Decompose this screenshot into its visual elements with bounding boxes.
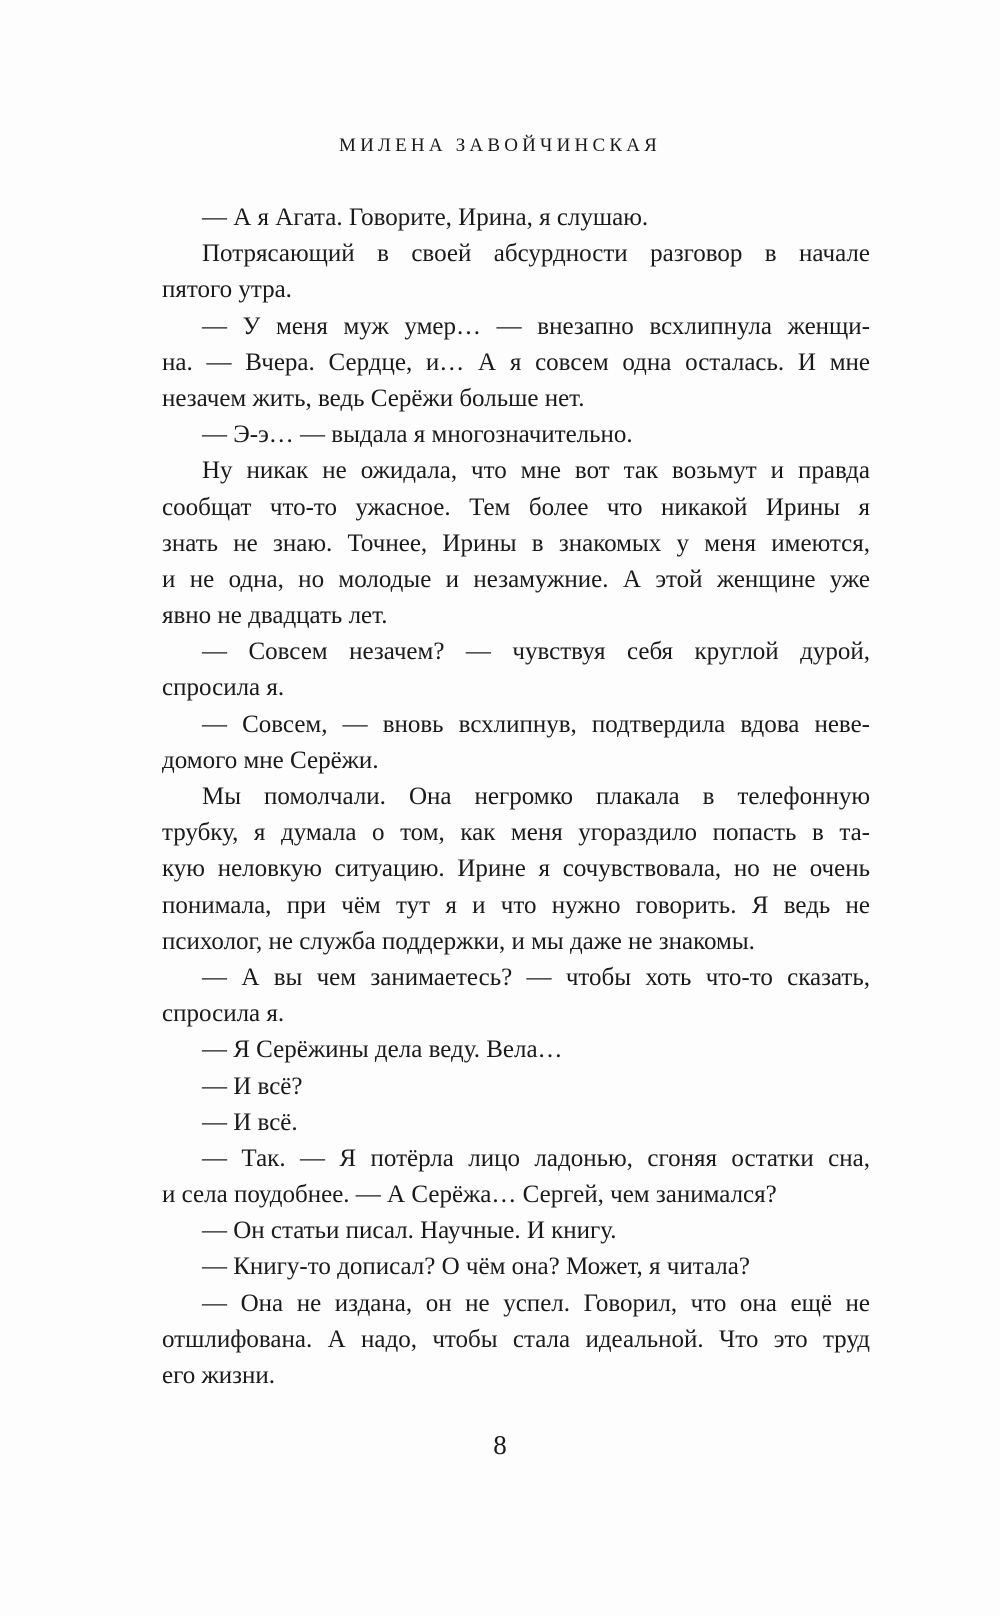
text-line: на. — Вчера. Сердце, и… А я совсем одна осталась. И мне bbox=[162, 348, 870, 376]
text-line: — Совсем незачем? — чувствуя себя круглой дурой, bbox=[202, 638, 870, 666]
text-line: — А я Агата. Говорите, Ирина, я слушаю. bbox=[202, 204, 649, 231]
text-line: трубку, я думала о том, как меня угораздило попасть в та- bbox=[162, 819, 870, 847]
text-line: сообщат что-то ужасное. Тем более что никакой Ирины я bbox=[162, 493, 870, 521]
text-line: знать не знаю. Точнее, Ирины в знакомых у меня имеются, bbox=[162, 529, 870, 557]
running-head: МИЛЕНА ЗАВОЙЧИНСКАЯ bbox=[339, 135, 661, 156]
text-line: пятого утра. bbox=[162, 276, 292, 304]
body-text bbox=[162, 200, 870, 1394]
text-line: — Э-э… — выдала я многозначительно. bbox=[202, 421, 633, 449]
text-line: — Так. — Я потёрла лицо ладонью, сгоняя остатки сна, bbox=[202, 1144, 870, 1172]
text-line: и села поудобнее. — А Серёжа… Сергей, чем занимался? bbox=[162, 1181, 777, 1209]
text-line: спросила я. bbox=[162, 674, 285, 702]
text-line: явно не двадцать лет. bbox=[162, 602, 388, 630]
text-line: кую неловкую ситуацию. Ирине я сочувствовала, но не очень bbox=[162, 855, 870, 883]
page-number: 8 bbox=[493, 1430, 507, 1460]
text-line: его жизни. bbox=[162, 1362, 276, 1389]
text-line: — А вы чем занимаетесь? — чтобы хоть что-то сказать, bbox=[202, 963, 870, 991]
text-line: незачем жить, ведь Серёжи больше нет. bbox=[162, 384, 585, 412]
text-line: и не одна, но молодые и незамужние. А этой женщине уже bbox=[162, 565, 870, 593]
text-line: — И всё? bbox=[202, 1072, 303, 1100]
text-line: Потрясающий в своей абсурдности разговор в начале bbox=[202, 240, 870, 268]
text-line: — Книгу-то дописал? О чём она? Может, я читала? bbox=[202, 1253, 750, 1281]
text-line: отшлифована. А надо, чтобы стала идеальной. Что это труд bbox=[162, 1325, 870, 1353]
text-line: понимала, при чём тут я и что нужно говорить. Я ведь не bbox=[162, 891, 870, 919]
text-line: — Она не издана, он не успел. Говорил, что она ещё не bbox=[202, 1289, 870, 1317]
text-line: — У меня муж умер… — внезапно всхлипнула женщи- bbox=[202, 312, 870, 340]
text-line: домого мне Серёжи. bbox=[162, 746, 379, 774]
text-line: психолог, не служба поддержки, и мы даже не знакомы. bbox=[162, 927, 755, 955]
text-line: Мы помолчали. Она негромко плакала в телефонную bbox=[202, 783, 870, 810]
text-line: — Совсем, — вновь всхлипнув, подтвердила вдова неве- bbox=[202, 710, 870, 738]
text-line: — Я Серёжины дела веду. Вела… bbox=[202, 1036, 563, 1064]
text-line: — И всё. bbox=[202, 1108, 298, 1136]
text-line: — Он статьи писал. Научные. И книгу. bbox=[202, 1217, 617, 1245]
text-line: спросила я. bbox=[162, 1000, 285, 1028]
text-line: Ну никак не ожидала, что мне вот так возьмут и правда bbox=[202, 457, 870, 485]
